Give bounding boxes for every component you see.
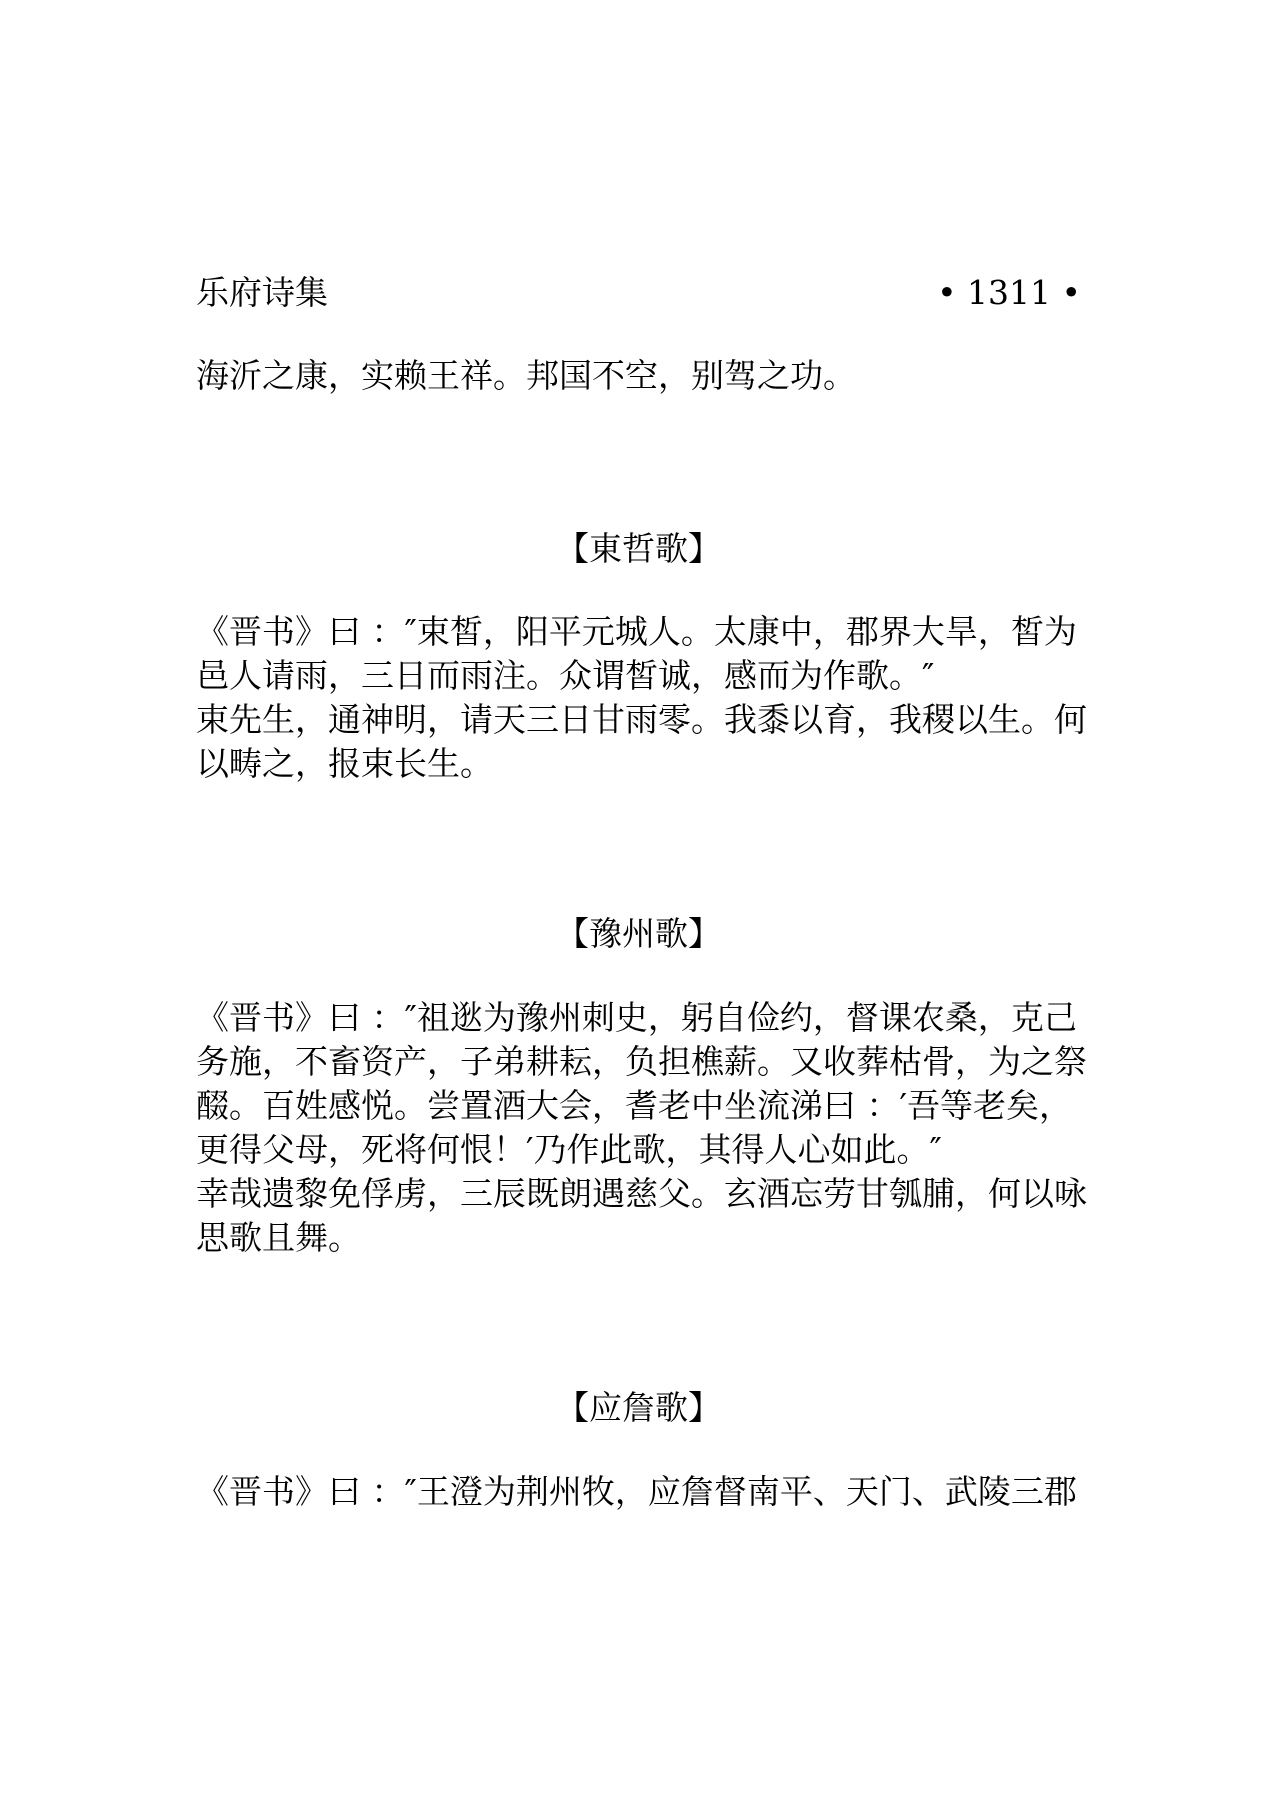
section-line: 邑人请雨，三日而雨注。众谓皙诚，感而为作歌。″ — [196, 656, 935, 695]
section-line: 务施，不畜资产，子弟耕耘，负担樵薪。又收葬枯骨，为之祭 — [196, 1042, 1087, 1081]
section-line: 《晋书》曰 ：″祖逖为豫州刺史，躬自俭约，督课农桑，克己 — [196, 998, 1077, 1037]
section-line: 《晋书》曰 ：″束皙，阳平元城人。太康中，郡界大旱，皙为 — [196, 612, 1077, 651]
book-title: 乐府诗集 — [196, 273, 328, 312]
section-line: 幸哉遗黎免俘虏，三辰既朗遇慈父。玄酒忘劳甘瓠脯，何以咏 — [196, 1174, 1087, 1213]
section-line: 思歌且舞。 — [196, 1218, 361, 1257]
section-line: 醊。百姓感悦。尝置酒大会，耆老中坐流涕曰 ：′吾等老矣， — [196, 1086, 1072, 1125]
section-line: 更得父母，死将何恨！′乃作此歌，其得人心如此。″ — [196, 1130, 942, 1169]
section-line: 以畴之，报束长生。 — [196, 744, 493, 783]
page-number: • 1311 • — [937, 273, 1081, 312]
intro-line: 海沂之康，实赖王祥。邦国不空，别驾之功。 — [196, 356, 856, 395]
section-line: 束先生，通神明，请天三日甘雨零。我黍以育，我稷以生。何 — [196, 700, 1087, 739]
section-title: 【豫州歌】 — [556, 914, 721, 953]
section-line: 《晋书》曰 ：″王澄为荆州牧，应詹督南平、天门、武陵三郡 — [196, 1472, 1077, 1511]
section-title: 【应詹歌】 — [556, 1388, 721, 1427]
section-title: 【東哲歌】 — [556, 529, 721, 568]
page-header — [196, 268, 1081, 318]
